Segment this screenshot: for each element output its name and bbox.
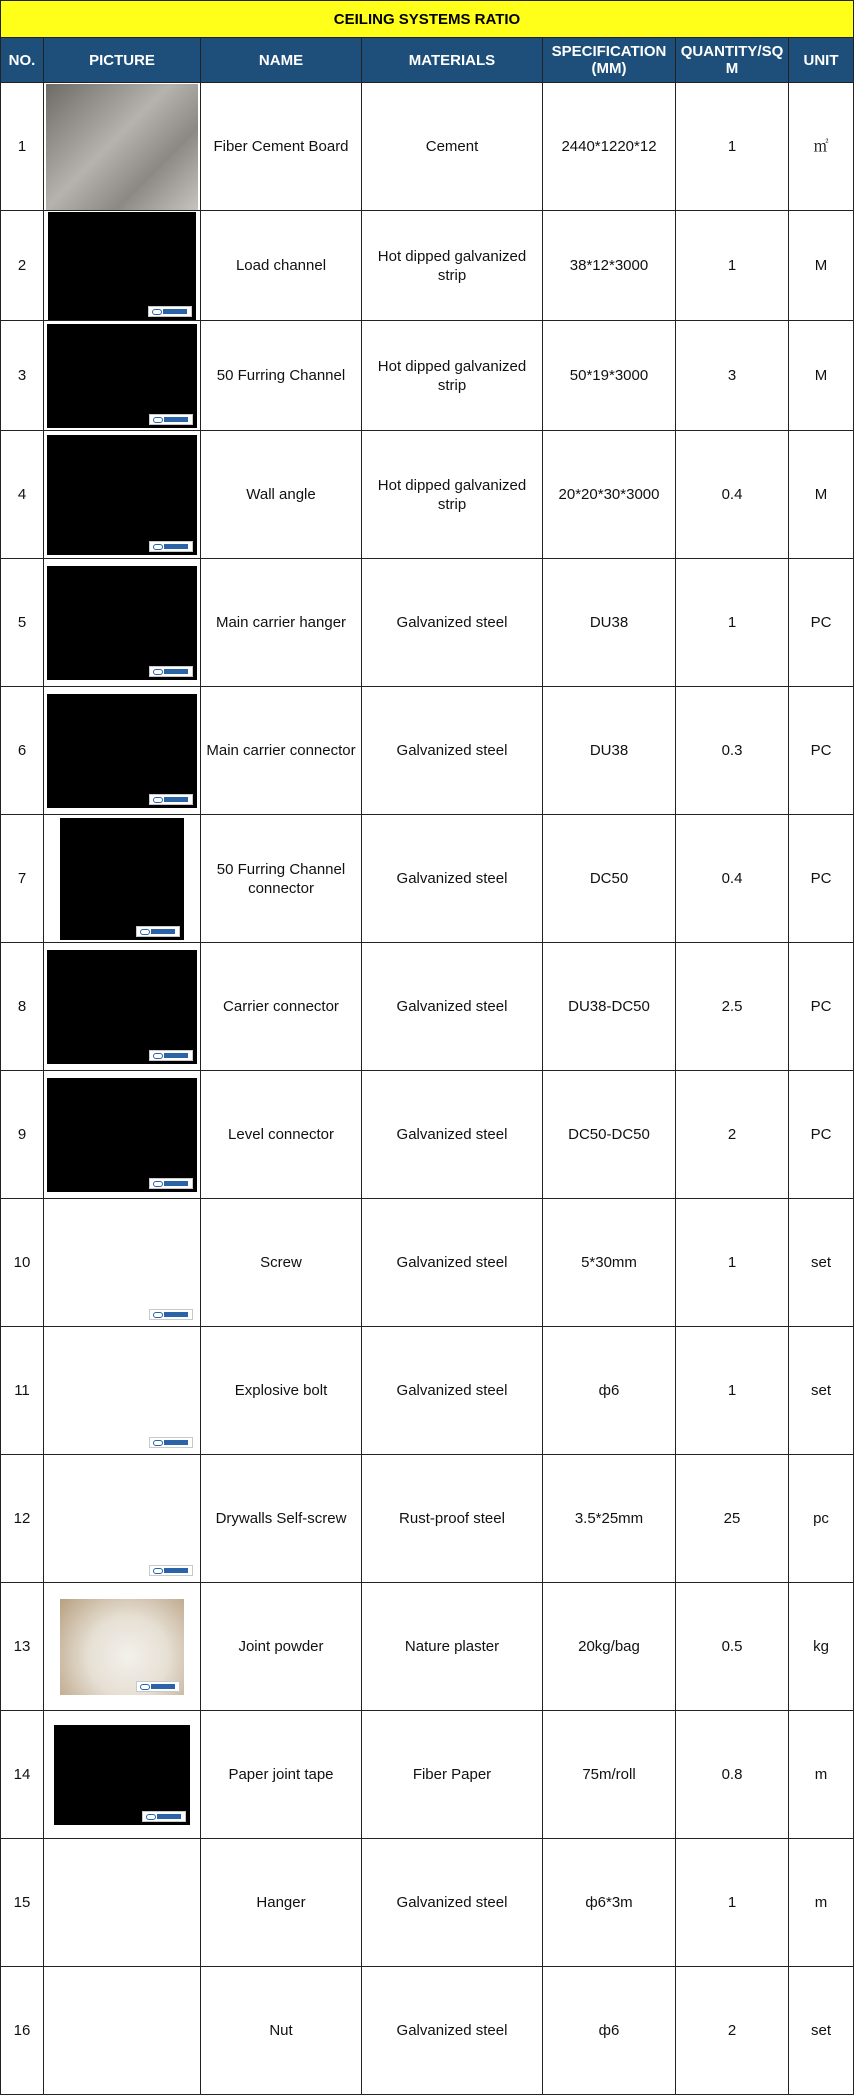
picture-cell [44,815,201,943]
header-no: NO. [1,38,44,83]
cell-quantity: 0.4 [676,815,789,943]
picture-cell [44,943,201,1071]
furring-channel-connector-photo [60,818,184,940]
cell-specification: 20*20*30*3000 [543,431,676,559]
cell-unit: PC [789,559,854,687]
brand-logo-icon [149,1178,193,1189]
header-name: NAME [201,38,362,83]
header-picture: PICTURE [44,38,201,83]
brand-logo-icon [136,1681,180,1692]
cell-specification: 50*19*3000 [543,321,676,431]
cell-name: Main carrier hanger [201,559,362,687]
cell-no: 4 [1,431,44,559]
table-row [1,431,854,559]
cell-materials: Hot dipped galvanized strip [362,211,543,321]
cell-unit: M [789,321,854,431]
brand-logo-icon [148,306,192,317]
cell-unit: M [789,211,854,321]
level-connector-photo [47,1078,197,1192]
cell-quantity: 0.5 [676,1583,789,1711]
cell-name: Nut [201,1967,362,2095]
wall-angle-photo [47,435,197,555]
cell-materials: Cement [362,83,543,211]
cell-quantity: 1 [676,1839,789,1967]
header-quantity: QUANTITY/SQ M [676,38,789,83]
cell-no: 9 [1,1071,44,1199]
cell-materials: Hot dipped galvanized strip [362,321,543,431]
brand-logo-icon [149,541,193,552]
paper-joint-tape-photo [54,1725,190,1825]
cell-name: Hanger [201,1839,362,1967]
table-row [1,1583,854,1711]
cell-unit: set [789,1199,854,1327]
cell-unit: PC [789,1071,854,1199]
main-carrier-hanger-photo [47,566,197,680]
cell-quantity: 2 [676,1967,789,2095]
cell-specification: 3.5*25mm [543,1455,676,1583]
cell-unit: PC [789,687,854,815]
picture-cell [44,211,201,321]
cell-unit: ㎡ [789,83,854,211]
table-body [1,83,854,2095]
cell-materials: Galvanized steel [362,1199,543,1327]
cell-quantity: 2 [676,1071,789,1199]
cell-quantity: 2.5 [676,943,789,1071]
cell-quantity: 0.3 [676,687,789,815]
table-row [1,1839,854,1967]
cell-unit: set [789,1327,854,1455]
cell-materials: Galvanized steel [362,1839,543,1967]
cell-no: 12 [1,1455,44,1583]
cell-materials: Galvanized steel [362,687,543,815]
cell-specification: DU38-DC50 [543,943,676,1071]
cell-specification: ф6 [543,1327,676,1455]
cell-no: 3 [1,321,44,431]
cell-quantity: 1 [676,559,789,687]
cell-no: 11 [1,1327,44,1455]
picture-cell [44,1199,201,1327]
header-specification: SPECIFICATION (MM) [543,38,676,83]
furring-channel-photo [47,324,197,428]
cell-materials: Fiber Paper [362,1711,543,1839]
cell-name: Screw [201,1199,362,1327]
cell-name: Main carrier connector [201,687,362,815]
cell-unit: pc [789,1455,854,1583]
picture-cell [44,1583,201,1711]
table-row [1,211,854,321]
cell-unit: m [789,1839,854,1967]
cell-no: 7 [1,815,44,943]
cell-quantity: 0.8 [676,1711,789,1839]
carrier-connector-photo [47,950,197,1064]
cell-materials: Galvanized steel [362,1071,543,1199]
main-carrier-connector-photo [47,694,197,808]
cell-name: Joint powder [201,1583,362,1711]
cell-quantity: 25 [676,1455,789,1583]
cell-quantity: 1 [676,1327,789,1455]
cell-specification: 38*12*3000 [543,211,676,321]
drywall-self-screw-photo [47,1459,197,1579]
picture-cell [44,1455,201,1583]
brand-logo-icon [149,1050,193,1061]
brand-logo-icon [149,666,193,677]
cell-specification: 20kg/bag [543,1583,676,1711]
cell-materials: Galvanized steel [362,1327,543,1455]
cell-materials: Galvanized steel [362,943,543,1071]
cell-unit: M [789,431,854,559]
cell-name: Explosive bolt [201,1327,362,1455]
picture-cell [44,1967,201,2095]
cell-specification: DU38 [543,559,676,687]
hanger-rods-photo [47,1843,197,1963]
cell-quantity: 3 [676,321,789,431]
table-row [1,1967,854,2095]
cell-specification: 2440*1220*12 [543,83,676,211]
cell-specification: 75m/roll [543,1711,676,1839]
brand-logo-icon [149,1309,193,1320]
cell-quantity: 0.4 [676,431,789,559]
table-row [1,687,854,815]
brand-logo-icon [149,1565,193,1576]
cell-materials: Galvanized steel [362,559,543,687]
picture-cell [44,687,201,815]
load-channel-photo [48,212,196,320]
picture-cell [44,1071,201,1199]
brand-logo-icon [149,414,193,425]
cell-name: 50 Furring Channel [201,321,362,431]
screw-photo [47,1203,197,1323]
explosive-bolt-photo [47,1331,197,1451]
cell-specification: ф6*3m [543,1839,676,1967]
cell-name: Load channel [201,211,362,321]
cell-no: 6 [1,687,44,815]
cell-no: 1 [1,83,44,211]
table-row [1,1455,854,1583]
table-row [1,1071,854,1199]
header-unit: UNIT [789,38,854,83]
table-row [1,83,854,211]
cell-materials: Rust-proof steel [362,1455,543,1583]
picture-cell [44,431,201,559]
cell-specification: ф6 [543,1967,676,2095]
brand-logo-icon [149,1437,193,1448]
cell-materials: Hot dipped galvanized strip [362,431,543,559]
cell-name: 50 Furring Channel connector [201,815,362,943]
cell-name: Level connector [201,1071,362,1199]
cell-no: 13 [1,1583,44,1711]
cell-materials: Nature plaster [362,1583,543,1711]
picture-cell [44,559,201,687]
cell-unit: set [789,1967,854,2095]
cell-unit: PC [789,943,854,1071]
cell-specification: DC50-DC50 [543,1071,676,1199]
table-row [1,1327,854,1455]
picture-cell [44,1327,201,1455]
cell-name: Carrier connector [201,943,362,1071]
cell-no: 10 [1,1199,44,1327]
cell-name: Drywalls Self-screw [201,1455,362,1583]
cell-quantity: 1 [676,211,789,321]
cell-name: Paper joint tape [201,1711,362,1839]
cell-specification: DC50 [543,815,676,943]
cell-quantity: 1 [676,83,789,211]
brand-logo-icon [149,794,193,805]
table-row [1,815,854,943]
cell-unit: PC [789,815,854,943]
cell-unit: m [789,1711,854,1839]
cell-specification: 5*30mm [543,1199,676,1327]
brand-logo-icon [136,926,180,937]
table-row [1,1711,854,1839]
cell-name: Wall angle [201,431,362,559]
cell-no: 16 [1,1967,44,2095]
brand-logo-icon [142,1811,186,1822]
cell-materials: Galvanized steel [362,815,543,943]
table-title: CEILING SYSTEMS RATIO [1,1,854,38]
picture-cell [44,83,201,211]
cell-materials: Galvanized steel [362,1967,543,2095]
table-row [1,321,854,431]
picture-cell [44,1839,201,1967]
fiber-cement-board-photo [46,84,198,210]
cell-unit: kg [789,1583,854,1711]
cell-no: 5 [1,559,44,687]
joint-powder-photo [60,1599,184,1695]
cell-no: 8 [1,943,44,1071]
header-materials: MATERIALS [362,38,543,83]
cell-no: 2 [1,211,44,321]
table-row [1,943,854,1071]
table-row [1,559,854,687]
picture-cell [44,1711,201,1839]
table-row [1,1199,854,1327]
picture-cell [44,321,201,431]
hex-nut-photo [47,1971,197,2091]
cell-no: 14 [1,1711,44,1839]
cell-quantity: 1 [676,1199,789,1327]
cell-name: Fiber Cement Board [201,83,362,211]
cell-no: 15 [1,1839,44,1967]
cell-specification: DU38 [543,687,676,815]
